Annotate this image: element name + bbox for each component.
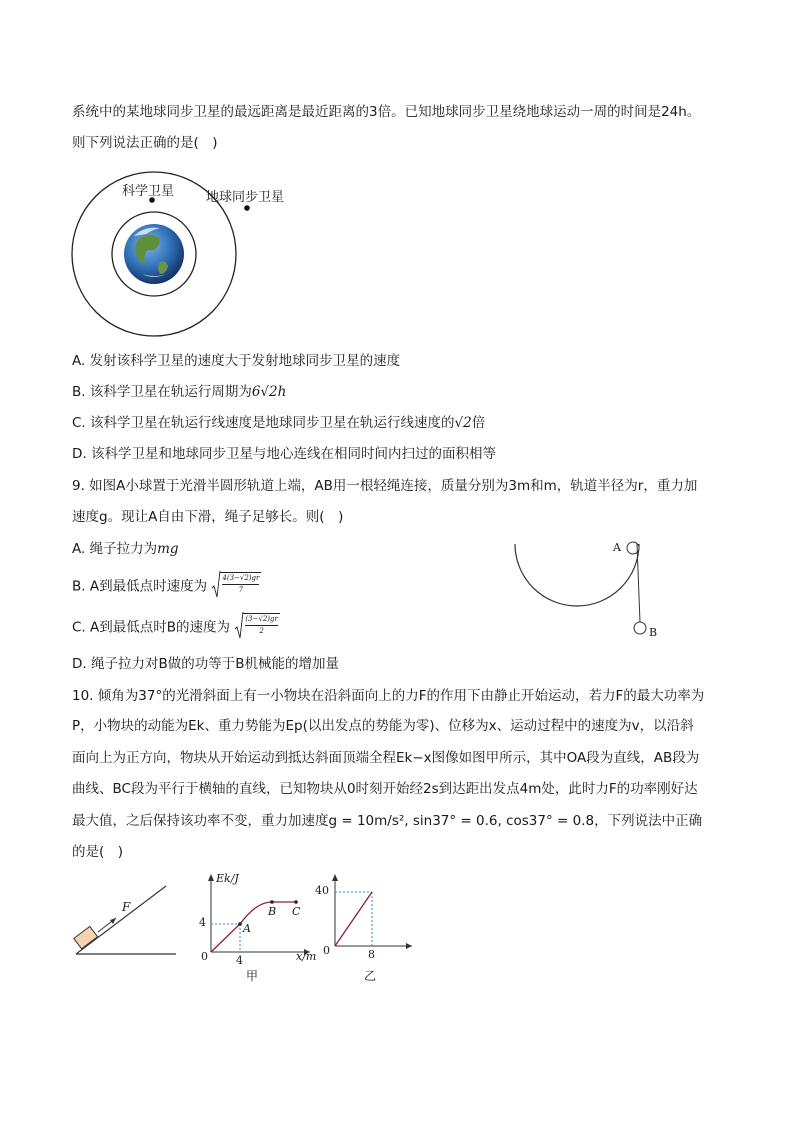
q9-option-c-den: 2 [259,627,264,635]
q9-option-c-text: C. A到最低点时B的速度为 [72,619,231,636]
q8-option-a: A. 发射该科学卫星的速度大于发射地球同步卫星的速度 [72,353,401,369]
q8-option-b-text: B. 该科学卫星在轨运行周期为 [72,384,252,400]
geo-satellite-dot [244,205,250,211]
label-ball-a: A [613,541,621,554]
orbit-figure [70,166,310,346]
jia-tick-y4: 4 [199,916,206,929]
jia-label-a: A [243,922,251,935]
jia-origin: 0 [201,950,208,963]
q9-option-d: D. 绳子拉力对B做的功等于B机械能的增加量 [72,656,340,672]
yi-tick-x8: 8 [368,948,375,961]
block [74,926,98,948]
earth-image [124,224,184,284]
yi-line [335,892,372,946]
q8-option-c [72,413,485,433]
q9-option-c-sqrt [234,613,280,642]
q9-option-a-math: mg [157,541,179,557]
q10-stem-line1: 10. 倾角为37°的光滑斜面上有一小物块在沿斜面向上的力F的作用下由静止开始运动，若力F的最大功率为 [72,688,705,704]
q9-option-b [72,572,261,601]
q9-option-b-num: 4(3−√2)gr [222,573,259,585]
q9-option-b-sqrt [211,572,261,601]
q9-option-a-text: A. 绳子拉力为 [72,541,158,557]
q9-stem-line1: 9. 如图A小球置于光滑半圆形轨道上端，AB用一根轻绳连接，质量分别为3m和m，轨道半径为r，重力加 [72,478,698,494]
q8-option-b [72,382,286,402]
ball-b [634,622,646,634]
q10-stem-line4: 曲线、BC段为平行于横轴的直线，已知物块从0时刻开始经2s到达距出发点4m处，此时力F的功率刚好达 [72,781,698,797]
point-b [270,900,274,904]
graph-jia [196,870,326,986]
q10-stem-line2: P，小物块的动能为Ek、重力势能为Ep(以出发点的势能为零)、位移为x、运动过程中的速度为v，以沿斜 [72,718,694,734]
yi-tick-y40: 40 [315,884,329,897]
q8-option-d: D. 该科学卫星和地球同步卫星与地心连线在相同时间内扫过的面积相等 [72,446,496,462]
graph-yi [312,870,422,986]
q8-option-c-suffix: 倍 [471,415,486,431]
track-figure [506,536,676,646]
q10-stem-line3: 面向上为正方向，物块从开始运动到抵达斜面顶端全程Ek−x图像如图甲所示，其中OA段为直线，AB段为 [72,750,700,766]
q8-option-c-text: C. 该科学卫星在轨运行线速度是地球同步卫星在轨运行线速度的 [72,415,455,431]
label-science-satellite: 科学卫星 [122,184,175,199]
q9-stem-line2: 速度g。现让A自由下滑，绳子足够长。则( ) [72,509,344,525]
q10-stem-line5: 最大值，之后保持该功率不变，重力加速度g = 10m/s², sin37° = 0.6, cos37° = 0.8，下列说法中正确 [72,813,703,829]
label-geo-satellite: 地球同步卫星 [206,190,285,205]
q8-option-b-math: 6√2h [251,384,287,400]
jia-label-b: B [268,905,277,918]
label-force: F [122,900,131,914]
q9-option-c-num: (3−√2)gr [245,614,278,626]
ek-curve [211,902,296,952]
jia-tick-x4: 4 [236,954,243,967]
q8-stem-line2: 则下列说法正确的是( ) [72,135,218,151]
jia-label-c: C [292,905,301,918]
jia-xlabel: x/m [296,950,317,963]
point-a [238,922,242,926]
jia-ylabel: Ek/J [216,872,239,885]
q9-option-b-den: 7 [238,586,244,594]
q9-option-c [72,613,280,642]
q9-option-a [72,539,179,559]
yi-caption: 乙 [364,969,377,983]
q8-stem-line1: 系统中的某地球同步卫星的最远距离是最近距离的3倍。已知地球同步卫星绕地球运动一周的时间是24h。 [72,104,701,120]
q9-option-b-text: B. A到最低点时速度为 [72,578,208,595]
incline-figure [70,880,180,960]
point-c [294,900,298,904]
jia-caption: 甲 [246,969,259,983]
yi-origin: 0 [323,944,330,957]
q8-option-c-math: √2 [454,415,472,431]
label-ball-b: B [649,626,658,639]
q10-stem-line6: 的是( ) [72,844,124,860]
